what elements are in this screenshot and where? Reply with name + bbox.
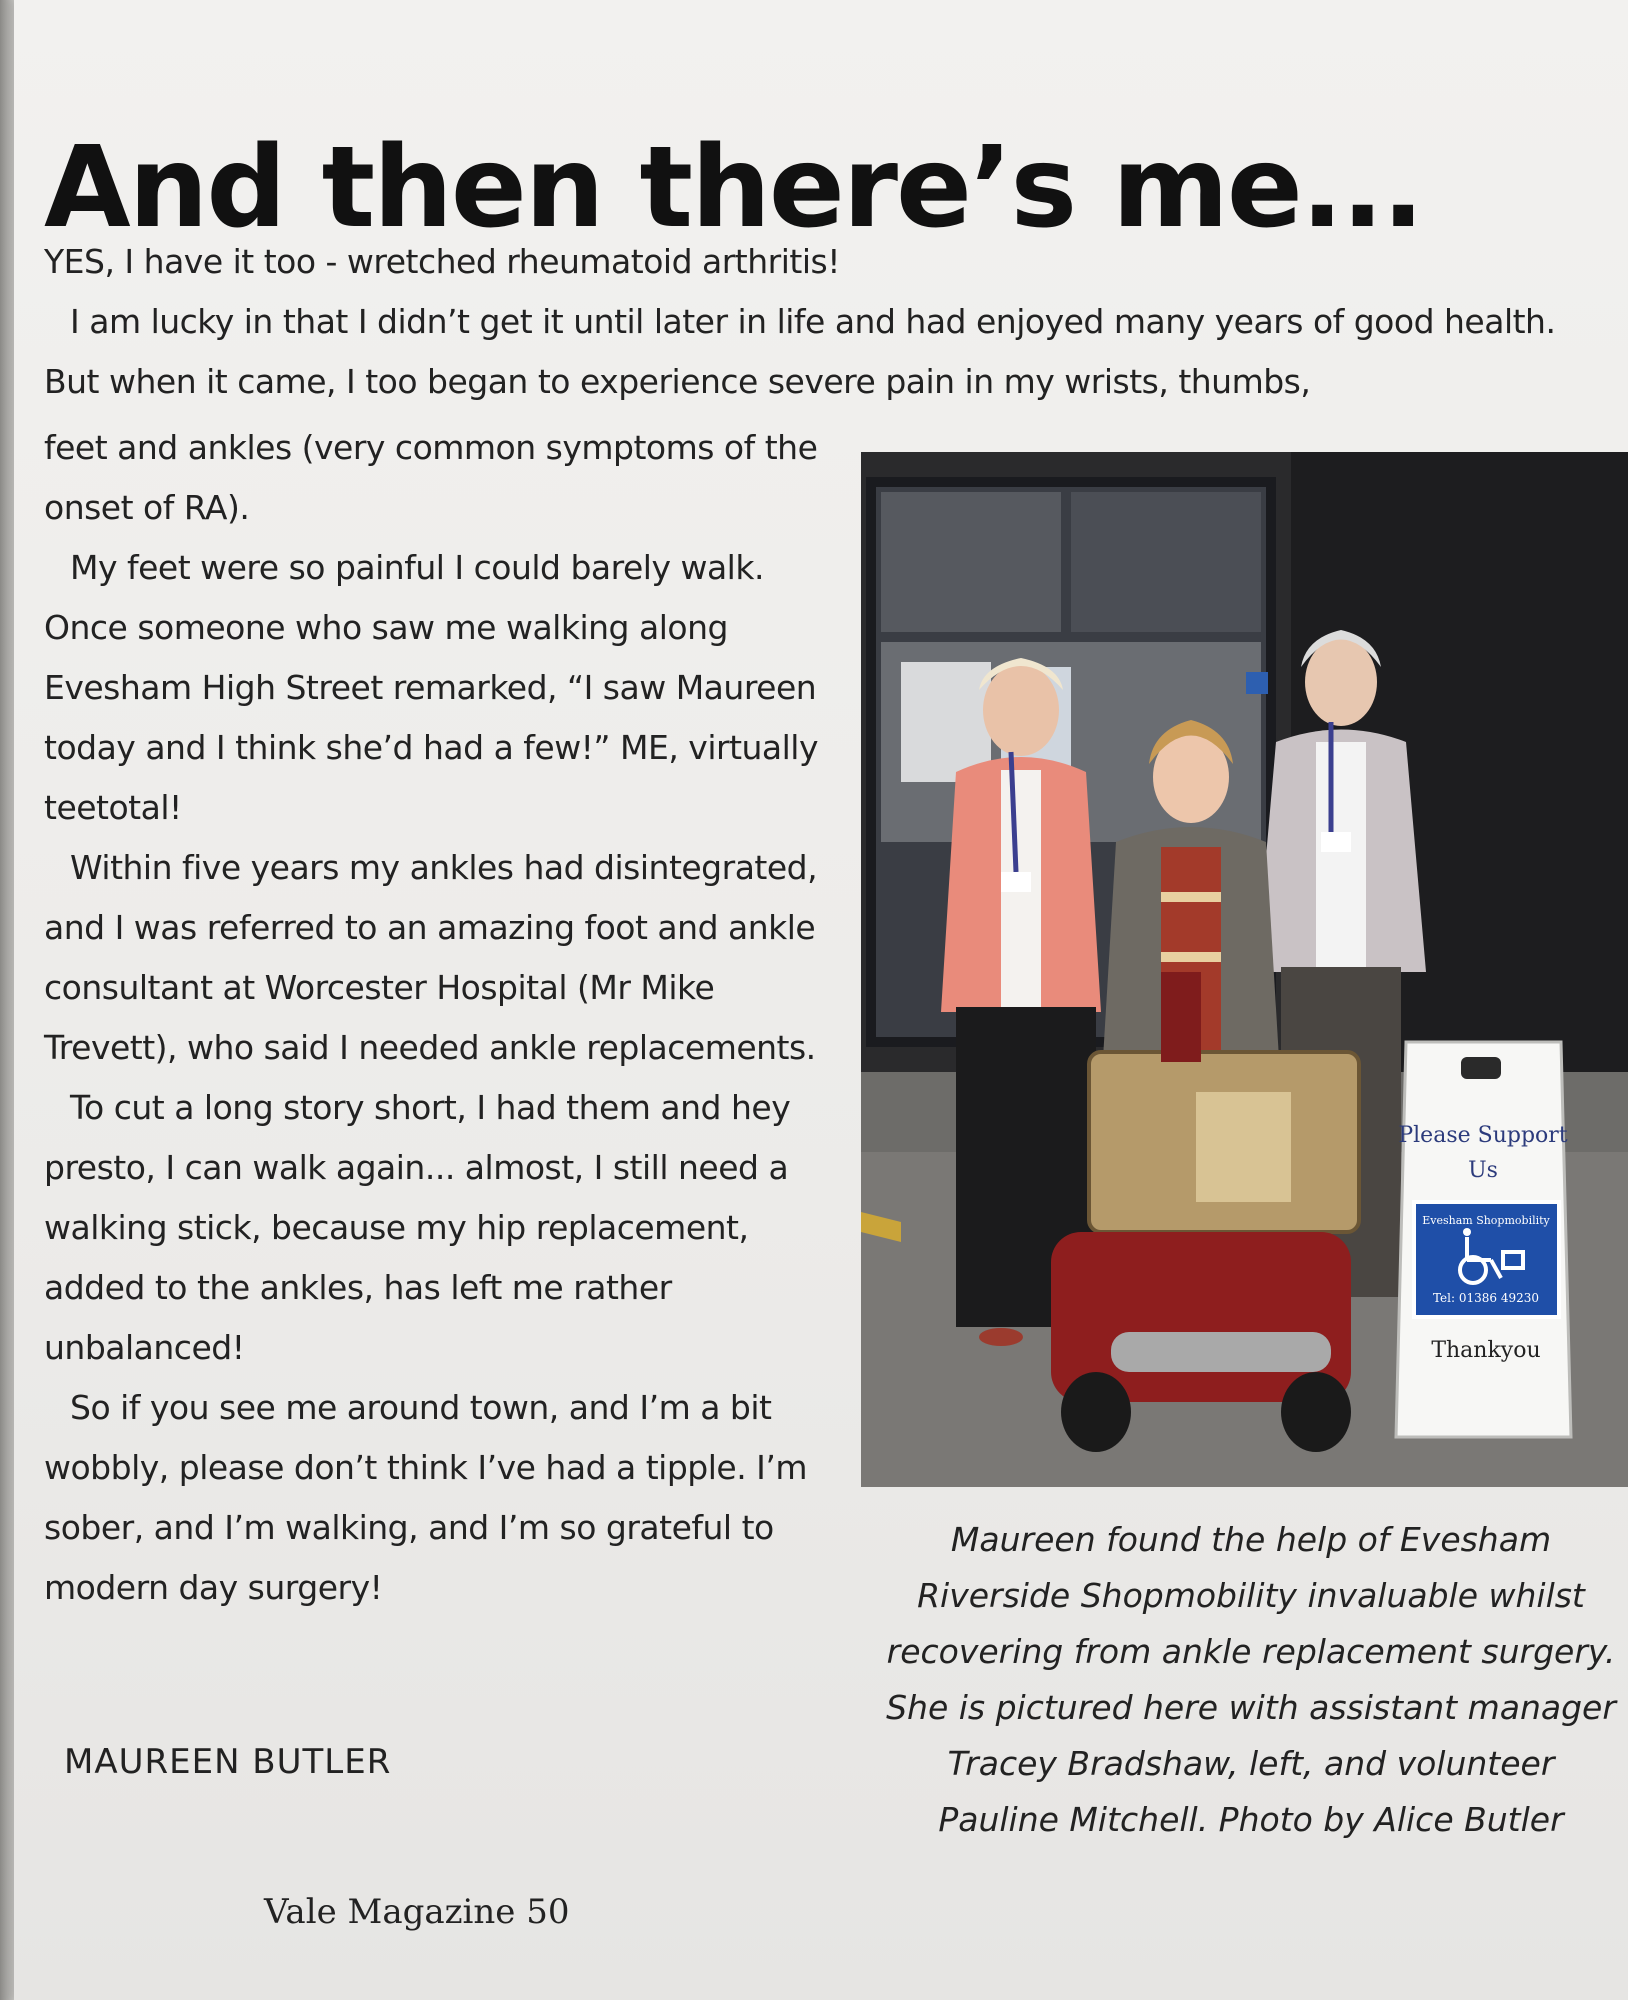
caption-line-6: Pauline Mitchell. Photo by Alice Butler [938,1800,1564,1839]
column-paragraph-2: My feet were so painful I could barely walk. Once someone who saw me walking along Evesham High Street remarked, “I saw Maureen today and I think she’d had a few!” ME, virtually teetotal! [44,548,819,827]
article-column [44,418,834,1618]
page-fold [0,0,14,2000]
column-paragraph-3: Within five years my ankles had disintegrated, and I was referred to an amazing foot and ankle consultant at Worcester Hospital (Mr Mike Trevett), who said I needed ankle replacements. [44,848,818,1067]
sign-line-1: Please Support [1398,1123,1568,1148]
intro-paragraph-2: I am lucky in that I didn’t get it until later in life and had enjoyed many years of good health. But when it came, I too began to experience severe pain in my wrists, thumbs, [44,302,1556,401]
shopmobility-sign [1396,1042,1571,1437]
intro-paragraph-1: YES, I have it too - wretched rheumatoid arthritis! [44,242,840,281]
article-byline: MAUREEN BUTLER [64,1742,392,1782]
photo-caption [864,1512,1628,1848]
caption-line-2: Riverside Shopmobility invaluable whilst [917,1576,1585,1615]
caption-line-1: Maureen found the help of Evesham [950,1520,1552,1559]
photo-illustration [861,452,1628,1487]
column-paragraph-1: feet and ankles (very common symptoms of the onset of RA). [44,428,818,527]
magazine-page [14,0,1628,2000]
sign-tel: Tel: 01386 49230 [1432,1291,1540,1305]
article-intro [44,232,1604,412]
sign-logo-text: Evesham Shopmobility [1422,1214,1550,1227]
sign-line-2: Us [1468,1158,1498,1183]
sign-thanks: Thankyou [1431,1338,1541,1363]
article-photo [861,452,1628,1487]
article-headline: And then there’s me... [44,123,1423,254]
column-paragraph-4: To cut a long story short, I had them and hey presto, I can walk again... almost, I still need a walking stick, because my hip replacement, added to the ankles, has left me rather unbalanced! [44,1088,791,1367]
caption-line-5: Tracey Bradshaw, left, and volunteer [947,1744,1555,1783]
caption-line-3: recovering from ankle replacement surgery. [886,1632,1616,1671]
page-footer: Vale Magazine 50 [264,1892,570,1932]
caption-line-4: She is pictured here with assistant manager [886,1688,1616,1727]
column-paragraph-5: So if you see me around town, and I’m a bit wobbly, please don’t think I’ve had a tipple. I’m sober, and I’m walking, and I’m so grateful to modern day surgery! [44,1388,808,1607]
